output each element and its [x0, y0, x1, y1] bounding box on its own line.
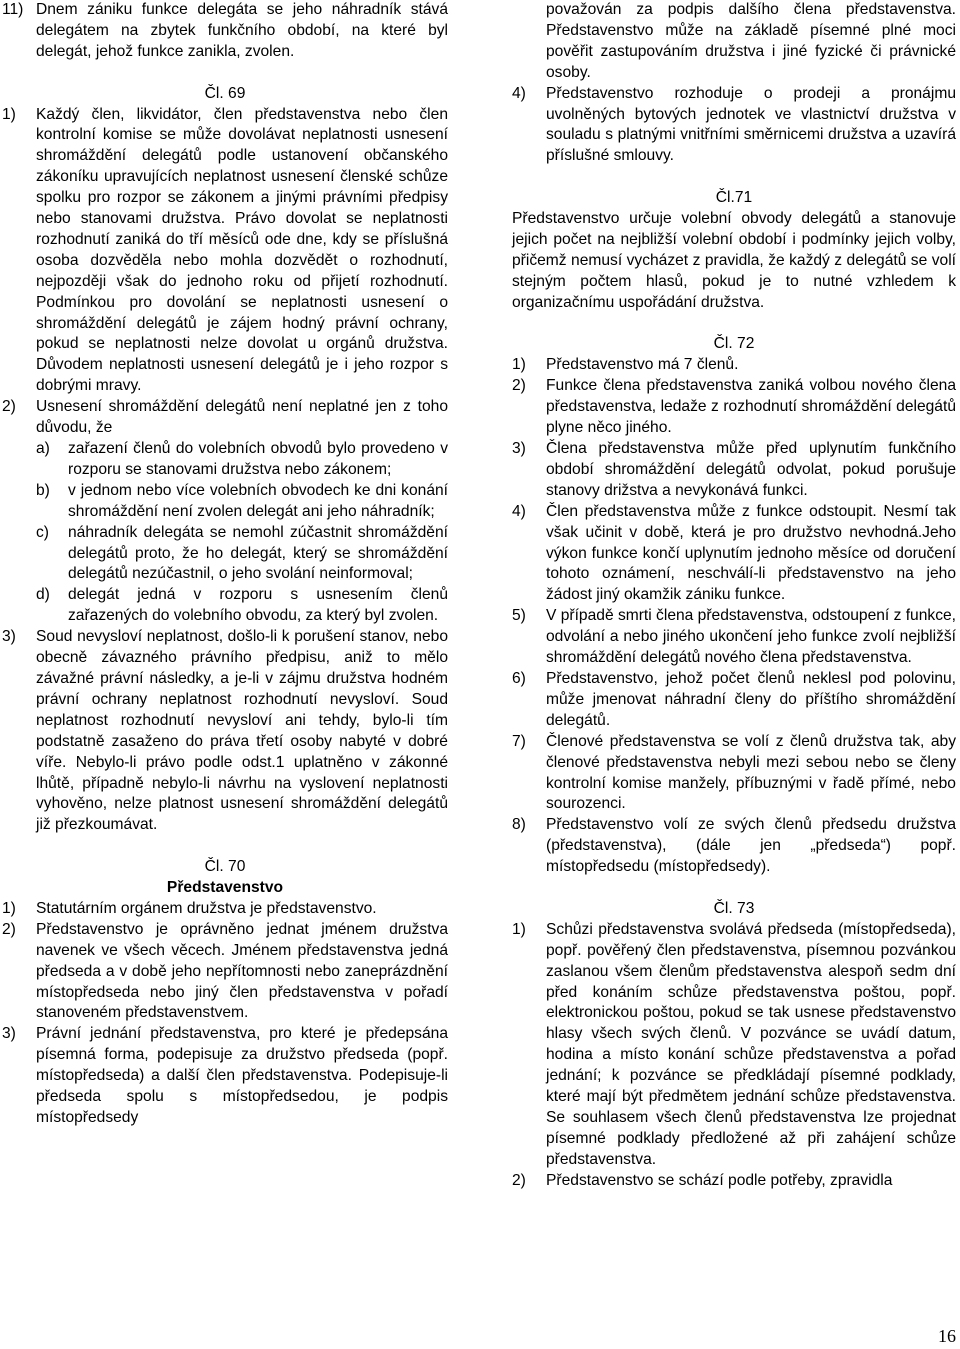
- clause-text: Funkce člena představenstva zaniká volbou nového člena představenstva, ledaže z rozhodnutí shromáždění delegátů plyne něco jiného.: [546, 377, 956, 437]
- left-column: [2, 0, 448, 1129]
- clause-number: 1): [512, 920, 526, 938]
- clause-text: Představenstvo se schází podle potřeby, zpravidla: [546, 1171, 893, 1189]
- article-70-heading: Čl. 70: [204, 858, 246, 876]
- art69-clause-1: [2, 105, 448, 398]
- art70-clause-1: [2, 899, 448, 920]
- clause-number: 4): [512, 84, 526, 102]
- sub-number: a): [36, 440, 50, 458]
- art72-clause-2: [512, 376, 956, 439]
- clause-text: Schůzi představenstva svolává předseda (místopředseda), popř. pověřený člen představenstva, písemnou pozvánkou zaslanou všem členům představenstva alespoň sedm dní před konáním schůze představenstva poštou, popř. elektronickou poštou, pokud se tak usnese představenstvo hlasy všech svých členů. V pozvánce se uvádí datum, hodina a místo konání schůze představenstva a pořad jednání; k pozvánce se předkládají písemné podklady, které mají být předmětem jednání schůze představenstva. Se souhlasem všech členů představenstva lze projednat písemné podklady předložené až při zahájení schůze představenstva.: [546, 920, 956, 1168]
- article-69-heading: Čl. 69: [204, 84, 246, 102]
- clause-number: 7): [512, 732, 526, 750]
- clause-text: Právní jednání představenstva, pro které je předepsána písemná forma, podepisuje za družstvo předseda (popř. místopředseda) a další člen představenstva. Podepisuje-li předseda spolu s místopředsedou, je podpis místopředsedy: [36, 1025, 448, 1126]
- clause-number: 11): [2, 1, 24, 18]
- article-71-heading: Čl.71: [715, 189, 753, 207]
- clause-number: 8): [512, 816, 526, 834]
- sub-number: d): [36, 586, 50, 604]
- art70-clause-4: [512, 84, 956, 168]
- clause-text: Představenstvo má 7 členů.: [546, 356, 739, 374]
- art73-clause-2: [512, 1171, 956, 1192]
- clause-text: považován za podpis dalšího člena představenstva. Představenstvo může na základě písemné plné moci pověřit zastupováním družstva i jiné fyzické či právnické osoby.: [546, 1, 956, 81]
- art69-sub-b: [2, 481, 448, 523]
- clause-text: Statutárním orgánem družstva je představenstvo.: [36, 899, 377, 917]
- page-number: 16: [938, 1326, 956, 1346]
- clause-text: Člen představenstva může z funkce odstoupit. Nesmí tak však učinit v době, která je pro družstvo nevhodná.Jeho výkon funkce končí uplynutím jednoho měsíce od doručení tohoto oznámení, neschválí-li představenstvo na jeho žádost jiný okamžik zániku funkce.: [546, 502, 956, 604]
- art69-sub-a: [2, 439, 448, 481]
- sub-text: náhradník delegáta se nemohl zúčastnit shromáždění delegátů proto, že ho delegát, který se shromáždění delegátů nezúčastnil, o jeho svolání neinformoval;: [68, 523, 448, 583]
- clause-text: Představenstvo volí ze svých členů předsedu družstva (představenstva), (dále jen „předseda“) popř. místopředsedu (místopředsedy).: [546, 816, 956, 876]
- clause-number: 3): [2, 628, 16, 646]
- art70-clause-2: [2, 920, 448, 1025]
- art72-clause-5: [512, 606, 956, 669]
- clause-text: Představenstvo je oprávněno jednat jménem družstva navenek ve všech věcech. Jménem představenstva jedná předseda a v době jeho nepřítomnosti nebo zaneprázdnění místopředseda nebo jiný člen představenstva v pořadí stanoveném představenstvem.: [36, 920, 448, 1022]
- clause-text: Představenstvo rozhoduje o prodeji a pronájmu uvolněných bytových jednotek ve vlastnictví družstva v souladu s platnými vnitřními směrnicemi družstva a uzavírá příslušné smlouvy.: [546, 84, 956, 165]
- sub-text: v jednom nebo více volebních obvodech ke dni konání shromáždění není zvolen delegát ani jeho náhradník;: [68, 481, 448, 520]
- clause-number: 3): [512, 440, 526, 457]
- sub-number: b): [36, 481, 50, 499]
- art72-clause-7: [512, 732, 956, 816]
- art70-clause-3-continued: [512, 0, 956, 84]
- art69-sub-d: [2, 585, 448, 627]
- clause-number: 1): [2, 899, 16, 917]
- article-73-heading: Čl. 73: [713, 899, 755, 917]
- clause-text: Každý člen, likvidátor, člen představenstva nebo člen kontrolní komise se může dovolávat neplatnosti usnesení shromáždění delegátů podle ustanovení občanského zákoníku upravujících neplatnost usnesení členské schůze spolku pro rozpor se zákonem a jinými právními předpisy nebo stanovami družstva. Právo dovolat se neplatnosti rozhodnutí zaniká do tří měsíců ode dne, kdy se příslušná osoba dozvěděla nebo mohla dozvědět o rozhodnutí, nejpozději však do jednoho roku od přijetí rozhodnutí. Podmínkou pro dovolání se neplatnosti usnesení o shromáždění delegátů je zájem hodný právní ochrany, pokud se neplatnosti nelze dovolat u orgánů družstva. Důvodem neplatnosti usnesení delegátů je i jeho rozpor s dobrými mravy.: [36, 105, 448, 395]
- clause-text: Člena představenstva může před uplynutím funkčního období shromáždění delegátů odvolat, pokud porušuje stanovy drižstva a nevykonává funkci.: [546, 440, 956, 499]
- article-70-title: Představenstvo: [166, 879, 284, 897]
- art69-clause-3: [2, 627, 448, 836]
- clause-text: V případě smrti člena představenstva, odstoupení z funkce, odvolání a nebo jiného ukončení jeho funkce zvolí nejbližší shromáždění delegátů nového člena představenstva.: [546, 607, 956, 667]
- clause-number: 6): [512, 669, 526, 687]
- art72-clause-8: [512, 815, 956, 878]
- article-72-heading: Čl. 72: [713, 335, 755, 353]
- clause-number: 1): [512, 356, 526, 374]
- clause-number: 2): [512, 1171, 526, 1189]
- clause-number: 5): [512, 607, 526, 625]
- clause-text: Soud nevysloví neplatnost, došlo-li k porušení stanov, nebo obecně závazného právního předpisu, aniž to mělo závažné právní následky, a je-li v zájmu družstva hodném právní ochrany neplatnost rozhodnutí nevysloví. Soud neplatnost rozhodnutí nevysloví ani tehdy, bylo-li tím podstatně zasaženo do práva třetí osoby nabyté v dobré víře. Nebylo-li právo podle odst.1 uplatněno v zákonné lhůtě, případně nebylo-li návrhu na vyslovení neplatnosti vyhověno, nelze platnost usnesení shromáždění delegátů již přezkoumávat.: [36, 628, 448, 834]
- clause-11: [2, 0, 448, 63]
- art72-clause-1: [512, 355, 956, 376]
- clause-number: 2): [512, 377, 526, 395]
- art73-clause-1: [512, 920, 956, 1171]
- clause-number: 1): [2, 105, 16, 123]
- clause-text: Dnem zániku funkce delegáta se jeho náhradník stává delegátem na zbytek funkčního období, na které byl delegát, jehož funkce zanikla, zvolen.: [36, 1, 448, 60]
- clause-number: 2): [2, 398, 16, 416]
- sub-text: delegát jedná v rozporu s usnesením členů zařazených do volebního obvodu, za který byl zvolen.: [68, 586, 448, 625]
- art70-clause-3: [2, 1024, 448, 1129]
- clause-text: Představenstvo, jehož počet členů neklesl pod polovinu, může jmenovat náhradní členy do příštího shromáždění delegátů.: [546, 669, 956, 729]
- clause-number: 4): [512, 502, 526, 520]
- clause-text: Usnesení shromáždění delegátů není neplatné jen z toho důvodu, že: [36, 398, 448, 437]
- art72-clause-3: [512, 439, 956, 502]
- clause-number: 3): [2, 1025, 16, 1043]
- clause-number: 2): [2, 920, 16, 938]
- art69-sub-c: [2, 523, 448, 586]
- right-column: [512, 0, 956, 1192]
- sub-text: zařazení členů do volebních obvodů bylo provedeno v rozporu se stanovami družstva nebo zákonem;: [68, 440, 448, 478]
- sub-number: c): [36, 523, 49, 541]
- clause-text: Členové představenstva se volí z členů družstva tak, aby členové představenstva nebyli mezi sebou nebo se členy kontrolní komise manžely, příbuznými v řadě přímé, nebo sourozenci.: [546, 732, 956, 813]
- art72-clause-6: [512, 669, 956, 732]
- art69-clause-2: [2, 397, 448, 439]
- art72-clause-4: [512, 502, 956, 607]
- article-71-text: Představenstvo určuje volební obvody delegátů a stanovuje jejich počet na nejbližší volební období i podmínky jejich volby, přičemž nemusí vycházet z pravidla, že každý z delegátů se volí stejným počtem hlasů, pokud je to nutné vzhledem k organizačnímu uspořádání družstva.: [512, 210, 956, 311]
